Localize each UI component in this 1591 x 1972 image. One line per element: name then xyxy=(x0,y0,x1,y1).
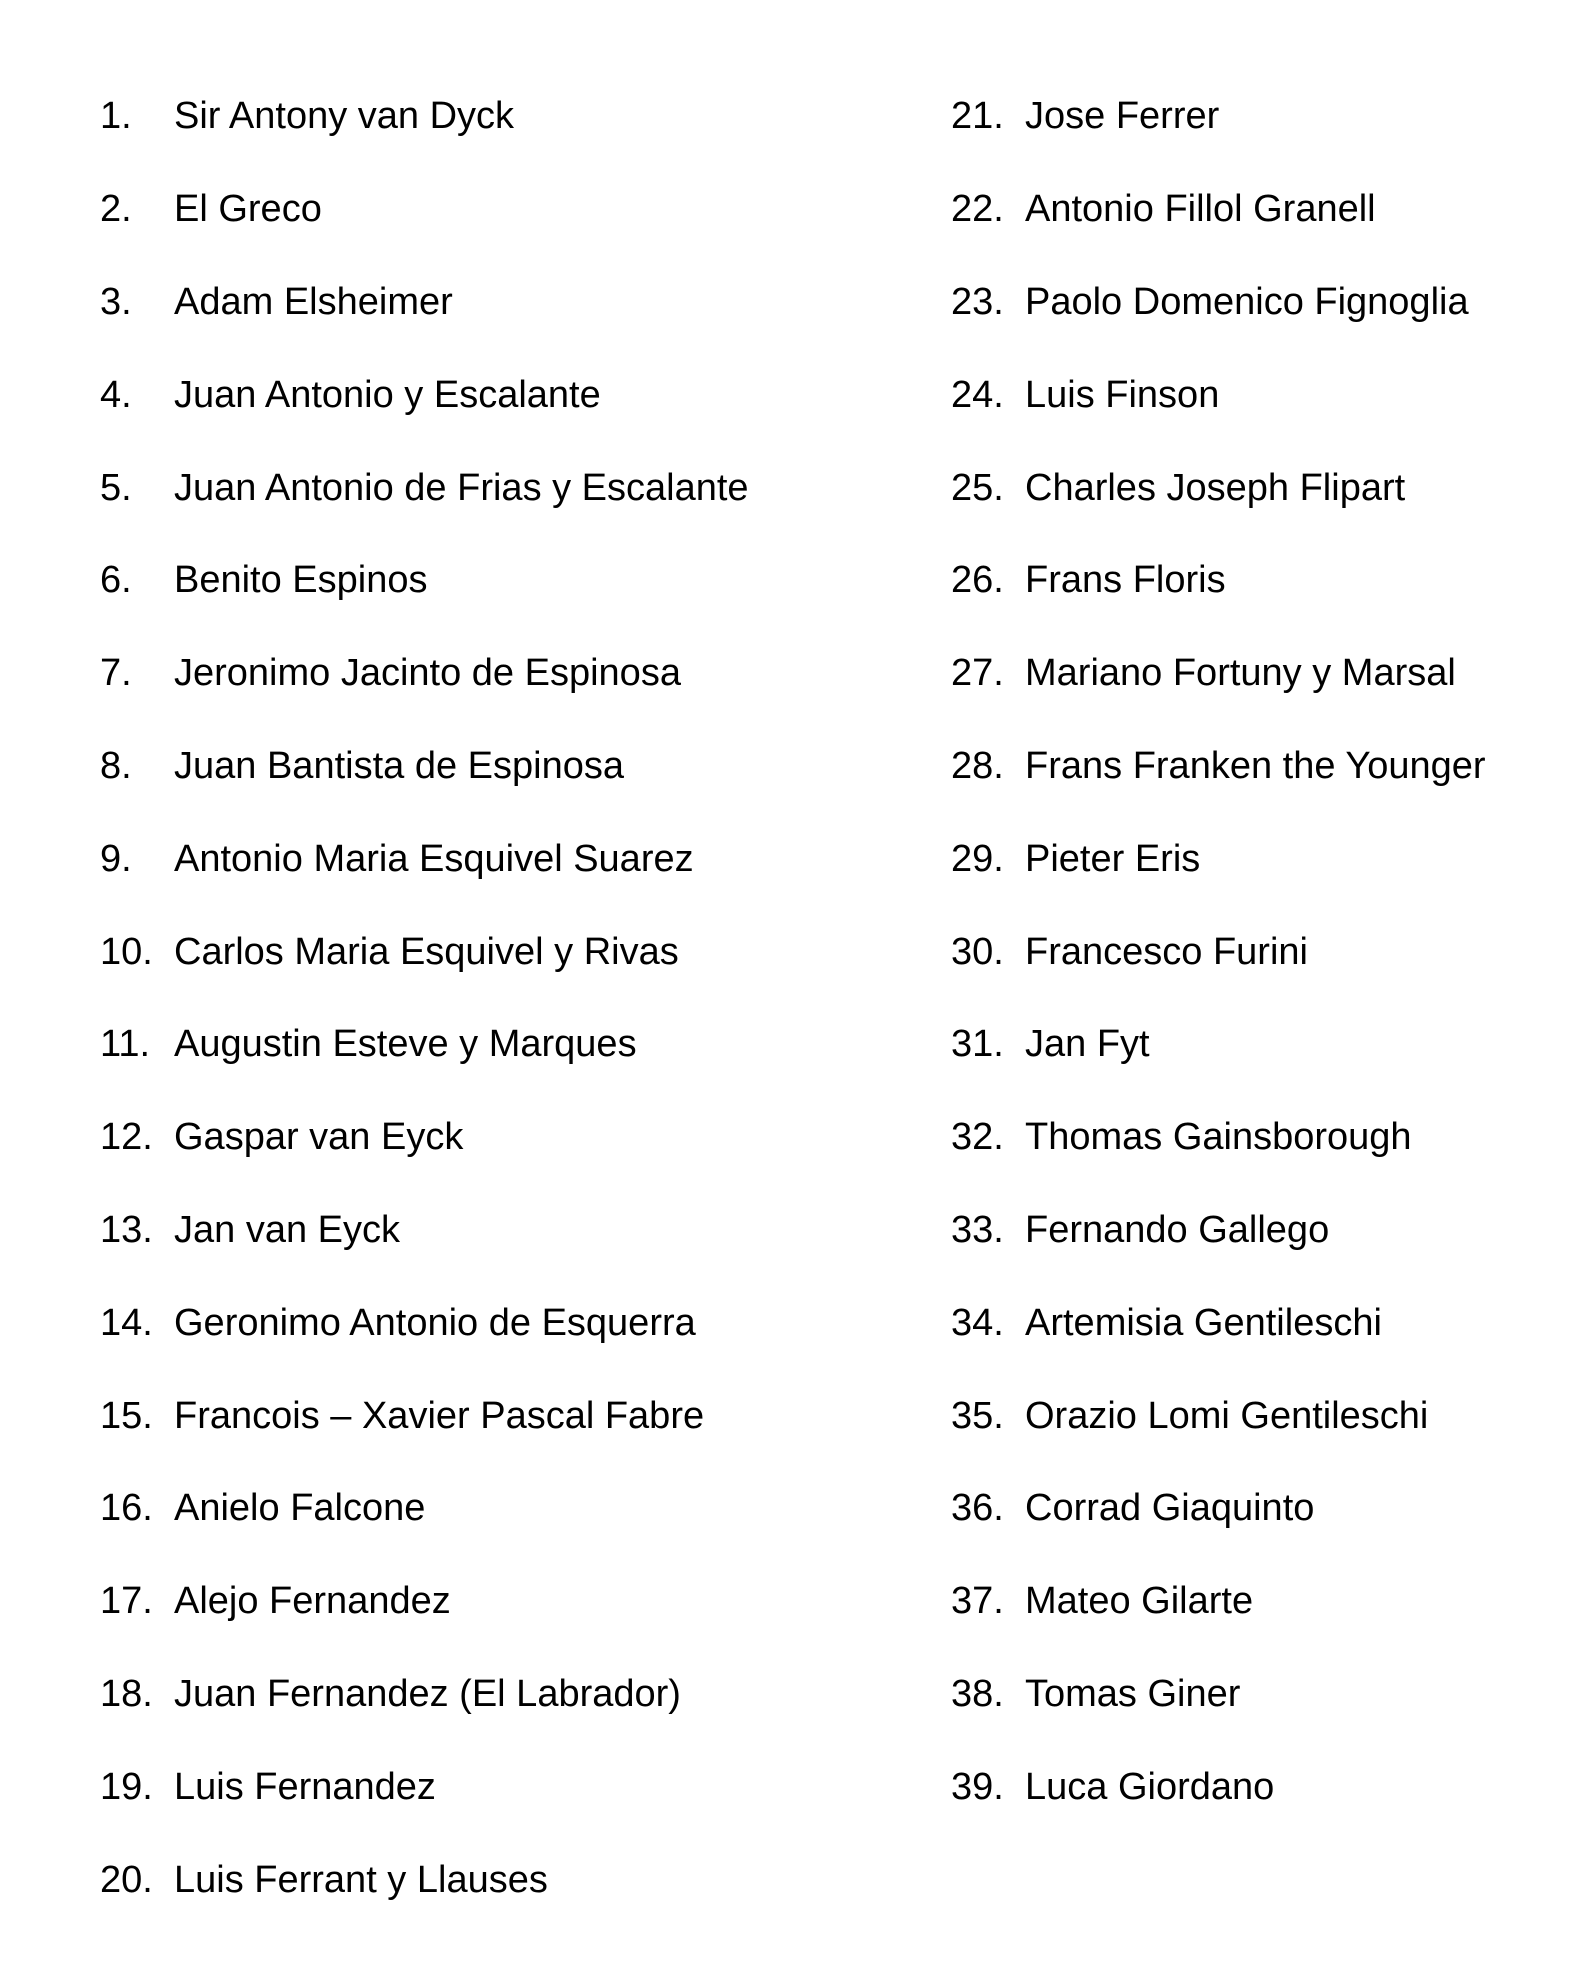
list-item-number: 13. xyxy=(100,1208,153,1251)
artist-name: Augustin Esteve y Marques xyxy=(174,1023,637,1066)
list-item xyxy=(100,1091,920,1184)
list-item xyxy=(951,1555,1571,1648)
list-item-number: 17. xyxy=(100,1580,153,1623)
list-item-number: 16. xyxy=(100,1487,153,1530)
artist-name: Jan van Eyck xyxy=(174,1208,400,1251)
artist-name: Artemisia Gentileschi xyxy=(1025,1301,1382,1344)
list-item-number: 2. xyxy=(100,188,132,231)
artist-name: El Greco xyxy=(174,188,322,231)
list-item xyxy=(951,905,1571,998)
list-item-number: 11. xyxy=(100,1023,151,1066)
artist-name: Jan Fyt xyxy=(1025,1023,1150,1066)
list-item xyxy=(100,720,920,813)
list-item-number: 27. xyxy=(951,652,1004,695)
list-item xyxy=(951,1184,1571,1277)
list-item-number: 33. xyxy=(951,1208,1004,1251)
artist-list-left-column xyxy=(100,70,920,1926)
list-item xyxy=(951,812,1571,905)
list-item-number: 15. xyxy=(100,1394,153,1437)
list-item-number: 21. xyxy=(951,95,1004,138)
artist-name: Frans Franken the Younger xyxy=(1025,744,1486,787)
artist-name: Sir Antony van Dyck xyxy=(174,95,515,138)
artist-name: Pieter Eris xyxy=(1025,837,1201,880)
list-item xyxy=(100,256,920,349)
artist-name: Luis Ferrant y Llauses xyxy=(174,1858,548,1901)
list-item xyxy=(951,998,1571,1091)
artist-name: Charles Joseph Flipart xyxy=(1025,466,1406,509)
list-item xyxy=(100,905,920,998)
list-item-number: 20. xyxy=(100,1858,153,1901)
artist-name: Jose Ferrer xyxy=(1025,95,1220,138)
artist-name: Gaspar van Eyck xyxy=(174,1116,464,1159)
list-item xyxy=(100,163,920,256)
list-item-number: 3. xyxy=(100,280,132,323)
list-item-number: 36. xyxy=(951,1487,1004,1530)
list-item xyxy=(100,348,920,441)
list-item-number: 4. xyxy=(100,373,132,416)
list-item-number: 39. xyxy=(951,1765,1004,1808)
list-item xyxy=(951,163,1571,256)
list-item-number: 6. xyxy=(100,559,132,602)
list-item xyxy=(100,534,920,627)
artist-name: Juan Bantista de Espinosa xyxy=(174,744,624,787)
list-item xyxy=(100,70,920,163)
list-item xyxy=(951,1740,1571,1833)
list-item xyxy=(951,1648,1571,1741)
artist-name: Corrad Giaquinto xyxy=(1025,1487,1315,1530)
list-item xyxy=(951,1276,1571,1369)
artist-name: Antonio Maria Esquivel Suarez xyxy=(174,837,694,880)
list-item xyxy=(951,534,1571,627)
artist-name: Mariano Fortuny y Marsal xyxy=(1025,652,1456,695)
list-item-number: 7. xyxy=(100,652,132,695)
list-item-number: 1. xyxy=(100,95,132,138)
artist-name: Juan Antonio de Frias y Escalante xyxy=(174,466,749,509)
list-item xyxy=(951,1462,1571,1555)
list-item-number: 23. xyxy=(951,280,1004,323)
list-item-number: 30. xyxy=(951,930,1004,973)
artist-name: Frans Floris xyxy=(1025,559,1226,602)
list-item xyxy=(100,812,920,905)
list-item-number: 32. xyxy=(951,1116,1004,1159)
list-item-number: 37. xyxy=(951,1580,1004,1623)
list-item-number: 25. xyxy=(951,466,1004,509)
artist-name: Luis Finson xyxy=(1025,373,1220,416)
artist-name: Paolo Domenico Fignoglia xyxy=(1025,280,1469,323)
list-item-number: 12. xyxy=(100,1116,153,1159)
artist-name: Fernando Gallego xyxy=(1025,1208,1330,1251)
artist-name: Alejo Fernandez xyxy=(174,1580,451,1623)
list-item xyxy=(100,1555,920,1648)
list-item-number: 8. xyxy=(100,744,132,787)
list-item xyxy=(100,441,920,534)
list-item xyxy=(951,441,1571,534)
artist-name: Francesco Furini xyxy=(1025,930,1308,973)
artist-name: Thomas Gainsborough xyxy=(1025,1116,1412,1159)
list-item-number: 14. xyxy=(100,1301,153,1344)
list-item xyxy=(100,1462,920,1555)
list-item xyxy=(951,256,1571,349)
artist-name: Carlos Maria Esquivel y Rivas xyxy=(174,930,679,973)
list-item xyxy=(951,70,1571,163)
list-item xyxy=(951,1091,1571,1184)
list-item-number: 38. xyxy=(951,1672,1004,1715)
list-item xyxy=(100,1184,920,1277)
list-item xyxy=(100,1833,920,1926)
list-item-number: 22. xyxy=(951,188,1004,231)
artist-name: Jeronimo Jacinto de Espinosa xyxy=(174,652,681,695)
list-item-number: 10. xyxy=(100,930,153,973)
list-item-number: 29. xyxy=(951,837,1004,880)
list-item-number: 28. xyxy=(951,744,1004,787)
list-item-number: 24. xyxy=(951,373,1004,416)
list-item-number: 5. xyxy=(100,466,132,509)
artist-name: Antonio Fillol Granell xyxy=(1025,188,1376,231)
list-item xyxy=(100,1740,920,1833)
list-item xyxy=(951,1369,1571,1462)
artist-name: Luis Fernandez xyxy=(174,1765,436,1808)
list-item-number: 31. xyxy=(951,1023,1004,1066)
artist-name: Juan Fernandez (El Labrador) xyxy=(174,1672,681,1715)
list-item xyxy=(100,998,920,1091)
list-item-number: 19. xyxy=(100,1765,153,1808)
artist-name: Benito Espinos xyxy=(174,559,428,602)
list-item xyxy=(100,1276,920,1369)
artist-name: Francois – Xavier Pascal Fabre xyxy=(174,1394,705,1437)
list-item xyxy=(100,627,920,720)
artist-name: Juan Antonio y Escalante xyxy=(174,373,601,416)
artist-name: Anielo Falcone xyxy=(174,1487,426,1530)
list-item xyxy=(951,348,1571,441)
artist-list-right-column xyxy=(951,70,1571,1833)
artist-name: Tomas Giner xyxy=(1025,1672,1241,1715)
list-item-number: 18. xyxy=(100,1672,153,1715)
list-item xyxy=(951,720,1571,813)
list-item-number: 34. xyxy=(951,1301,1004,1344)
list-item-number: 9. xyxy=(100,837,132,880)
artist-name: Adam Elsheimer xyxy=(174,280,453,323)
artist-name: Orazio Lomi Gentileschi xyxy=(1025,1394,1429,1437)
artist-name: Mateo Gilarte xyxy=(1025,1580,1254,1623)
list-item xyxy=(100,1648,920,1741)
list-item-number: 35. xyxy=(951,1394,1004,1437)
list-item-number: 26. xyxy=(951,559,1004,602)
list-item xyxy=(951,627,1571,720)
list-item xyxy=(100,1369,920,1462)
artist-name: Geronimo Antonio de Esquerra xyxy=(174,1301,696,1344)
artist-name: Luca Giordano xyxy=(1025,1765,1275,1808)
